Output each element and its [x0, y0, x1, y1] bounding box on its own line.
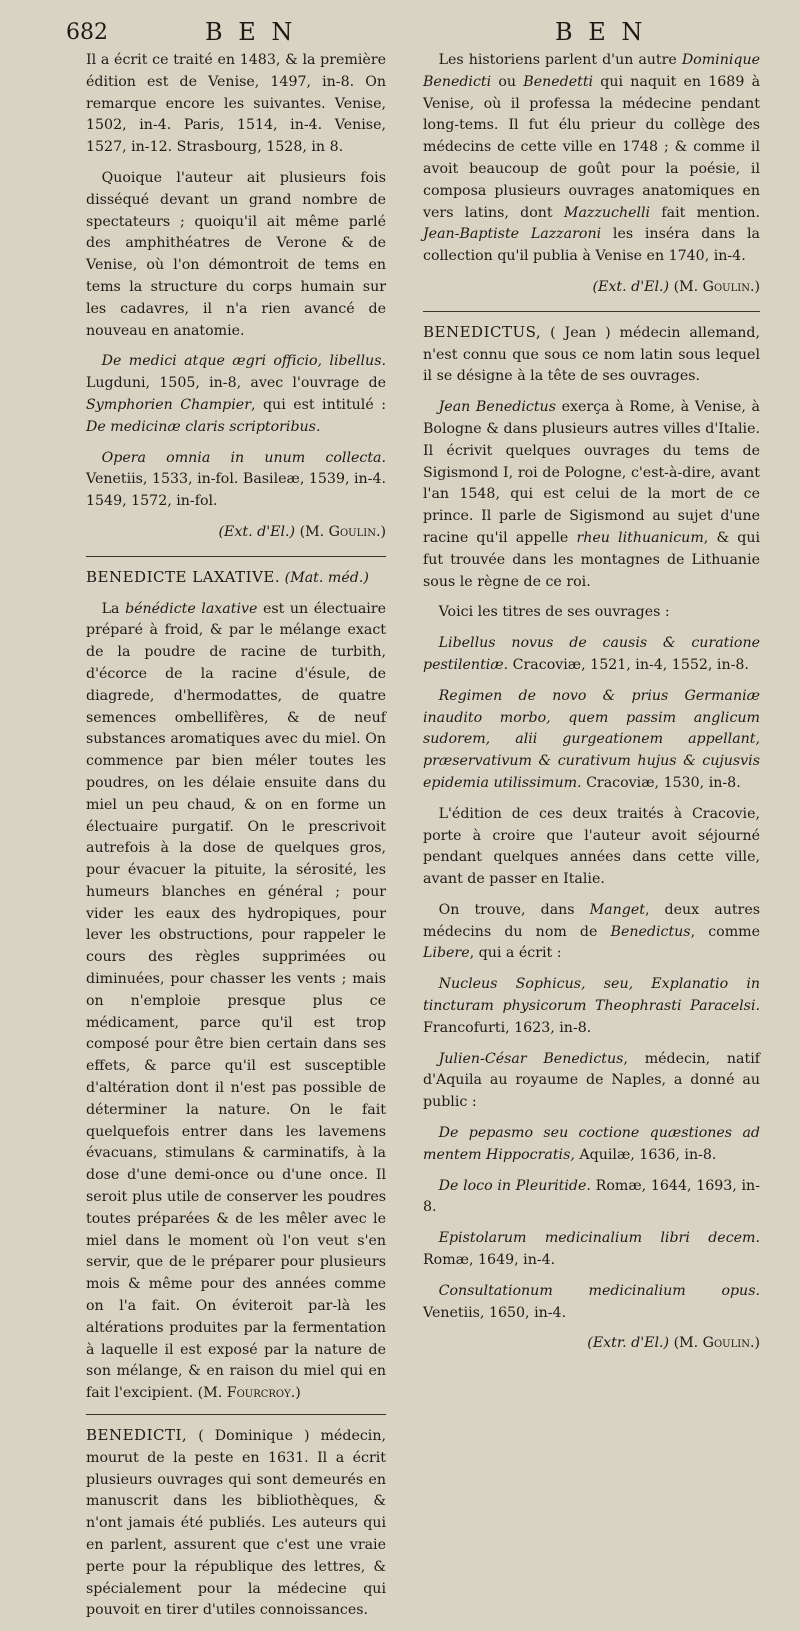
citation: [423, 686, 760, 795]
text: , comme: [690, 923, 761, 940]
person-name: Benedetti: [523, 73, 594, 90]
paragraph: [423, 397, 760, 593]
person-name: Mazzuchelli: [563, 204, 651, 221]
citation: [86, 351, 386, 438]
text: qui naquit en 1689 à Venise, où il professa la médecine pendant long-tems. Il fut élu prieur du collège des médecins de cette ville en 1748 ; & comme il avoit beaucoup de goût pour la poésie, il composa plusieurs ouvrages anatomiques en vers latins, dont: [423, 73, 761, 221]
term: rheu lithuanicum: [576, 529, 704, 546]
person-name: Benedictus: [610, 923, 691, 940]
citation: [423, 1228, 760, 1272]
author-signature: (M. Goulin.): [673, 278, 760, 295]
citation-title: Nucleus Sophicus, seu, Explanatio in tincturam physicorum Theophrasti Paracelsi.: [423, 976, 760, 1015]
signature: [423, 277, 760, 299]
divider: [86, 1414, 386, 1415]
citation-title: De loco in Pleuritide.: [438, 1177, 591, 1194]
citation-details: Aquilæ, 1636, in-8.: [579, 1146, 717, 1163]
person-name: Dominique Benedicti: [423, 52, 761, 90]
person-name: Libere: [423, 945, 470, 962]
running-head-left: B E N: [205, 18, 297, 46]
source-label: (Ext. d'El.): [218, 523, 296, 540]
paragraph: Quoique l'auteur ait plusieurs fois disséqué devant un grand nombre de spectateurs ; quoiqu'il ait même parlé des amphithéatres de Verone & de Venise, où l'on démontroit de tems en tems la structure du corps humain sur les cadavres, il n'a rien avancé de nouveau en anatomie.: [86, 169, 386, 339]
paragraph: L'édition de ces deux traités à Cracovie, porte à croire que l'auteur avoit séjourné pendant quelques années dans cette ville, avant de passer en Italie.: [423, 805, 760, 888]
citation: [86, 448, 386, 513]
text: ( Dominique ) médecin, mourut de la peste en 1631. Il a écrit plusieurs ouvrages qui sont demeurés en manuscrit dans les bibliothèques, & n'ont jamais été publiés. Les auteurs qui en parlent, assurent que c'est une vraie perte pour la république des lettres, & spécialement pour la médecine qui pouvoit en tirer d'utiles connoissances.: [86, 1428, 386, 1619]
citation-details: Cracoviæ, 1521, in-4, 1552, in-8.: [512, 656, 749, 673]
signature: [423, 1333, 760, 1355]
paragraph: [423, 322, 760, 388]
author-signature: (M. Goulin.): [299, 523, 386, 540]
text: , qui a écrit :: [469, 945, 562, 962]
citation-details: Romæ, 1649, in-4.: [423, 1252, 556, 1269]
citation: [423, 1176, 760, 1220]
citation-title: De pepasmo seu coctione quæstiones ad mentem Hippocratis,: [423, 1125, 760, 1163]
text: , & qui fut trouvée dans les montagnes de Lithuanie sous le règne de ce roi.: [423, 529, 760, 590]
text: Les historiens parlent d'un autre: [438, 52, 677, 68]
entry-category: (Mat. méd.): [284, 569, 369, 586]
left-column: [86, 50, 386, 1631]
text: ( Jean ) médecin allemand, n'est connu que sous ce nom latin sous lequel il se désigne à la tête de ses ouvrages.: [423, 324, 760, 385]
signature: [86, 522, 386, 544]
citation-title: Opera omnia in unum collecta.: [101, 449, 386, 466]
text: ou: [498, 73, 517, 90]
citation-title: De medicinæ claris scriptoribus.: [86, 418, 321, 435]
text: fait mention.: [661, 204, 761, 221]
person-name: Julien-César Benedictus: [438, 1050, 624, 1067]
citation-details: Lugduni, 1505, in-8, avec l'ouvrage de: [86, 375, 386, 392]
citation: [423, 1281, 760, 1325]
text: On trouve, dans: [438, 901, 575, 918]
person-name: Manget: [589, 901, 645, 918]
headword: BENEDICTI,: [86, 1426, 188, 1445]
paragraph: Il a écrit ce traité en 1483, & la première édition est de Venise, 1497, in-8. On remarque encore les suivantes. Venise, 1502, in-4. Paris, 1514, in-4. Venise, 1527, in-12. Strasbourg, 1528, in 8.: [86, 52, 386, 156]
citation: [423, 1123, 760, 1167]
headword: BENEDICTUS,: [423, 322, 542, 341]
author-signature: (M. Goulin.): [673, 1335, 760, 1352]
text: est un électuaire préparé à froid, & par le mélange exact de la poudre de racine de turbith, d'écorce de la racine d'ésule, de diagrede, d'hermodattes, de quatre semences ombellifères, & de neuf substances aromatiques avec du miel. On commence par bien méler toutes les poudres, on les délaie ensuite dans du miel un peu chaud, & on en forme un électuaire purgatif. On le prescrivoit autrefois à la dose de quelques gros, pour évacuer la pituite, la sérosité, les humeurs blanches en général ; pour vider les eaux des hydropiques, pour lever les obstructions, pour rappeler le cours des règles supprimées ou diminuées, pour chasser les vents ; mais on n'emploie presque plus ce médicament, parce qu'il est trop composé pour être bien certain dans ses effets, & parce qu'il est susceptible d'altération dont il n'est pas possible de déterminer la nature. On le fait quelquefois entrer dans les lavemens évacuans, stimulans & carminatifs, à la dose d'une demi-once ou d'une once. Il seroit plus utile de conserver les poudres toutes préparées & de les mêler avec le miel dans le moment où l'on veut s'en servir, que de le préparer pour plusieurs mois & même pour des années comme on l'a fait. On éviteroit par-là les altérations produites par la fermentation à laquelle il est exposé par la nature de son mélange, & en raison du miel qui en fait l'excipient.: [86, 600, 387, 1402]
citation-details: Cracoviæ, 1530, in-8.: [586, 774, 741, 791]
source-label: (Extr. d'El.): [587, 1335, 670, 1352]
page-number: 682: [66, 20, 108, 45]
paragraph: [86, 1425, 386, 1622]
citation-title: Regimen de novo & prius Germaniæ inaudito morbo, quem passim anglicum sudorem, alii gurgeationem appellant, præservativum & curativum hujus & cujusvis epidemia utilissimum.: [423, 687, 760, 791]
paragraph: [423, 900, 760, 965]
divider: [423, 311, 760, 312]
citation-details: Romæ, 1644, 1693, in-8.: [423, 1177, 760, 1216]
citation-title: Epistolarum medicinalium libri decem.: [438, 1230, 760, 1247]
right-column: [423, 50, 760, 1367]
citation: [423, 974, 760, 1039]
text: les inséra dans la collection qu'il publia à Venise en 1740, in-4.: [423, 226, 760, 265]
headword: BENEDICTE LAXATIVE.: [86, 567, 281, 586]
citation-details: , qui est intitulé :: [250, 396, 386, 413]
person-name: Jean Benedictus: [438, 399, 556, 416]
citation-details: Francofurti, 1623, in-8.: [423, 1019, 592, 1036]
divider: [86, 556, 386, 557]
person-name: Jean-Baptiste Lazzaroni: [423, 226, 602, 243]
text: exerça à Rome, à Venise, à Bologne & dans plusieurs autres villes d'Italie. Il écrivit quelques ouvrages du tems de Sigismond I, roi de Pologne, c'est-à-dire, avant l'an 1548, qui est celui de la mort de ce prince. Il parle de Sigismond au sujet d'une racine qu'il appelle: [423, 399, 761, 546]
citation: [423, 633, 760, 677]
paragraph: [423, 1049, 760, 1114]
text: , deux autres médecins du nom de: [423, 901, 760, 940]
source-label: (Ext. d'El.): [592, 278, 670, 295]
citation-title: Consultationum medicinalium opus.: [438, 1282, 760, 1299]
author-signature: (M. Fourcroy.): [197, 1385, 301, 1402]
citation-title: Libellus novus de causis & curatione pestilentiæ.: [423, 635, 760, 673]
author-name: Symphorien Champier: [86, 396, 251, 413]
term: bénédicte laxative: [125, 600, 258, 617]
running-head-right: B E N: [555, 18, 647, 46]
text: , médecin, natif d'Aquila au royaume de Naples, a donné au public :: [423, 1050, 760, 1111]
citation-title: De medici atque ægri officio, libellus.: [101, 353, 386, 370]
paragraph: Voici les titres de ses ouvrages :: [438, 604, 670, 621]
citation-details: Venetiis, 1533, in-fol. Basileæ, 1539, in-4. 1549, 1572, in-fol.: [86, 471, 387, 510]
paragraph: [86, 599, 386, 1405]
citation-details: Venetiis, 1650, in-4.: [423, 1304, 567, 1321]
paragraph: [423, 50, 760, 268]
entry-heading: [86, 567, 386, 590]
text: La: [101, 600, 120, 617]
